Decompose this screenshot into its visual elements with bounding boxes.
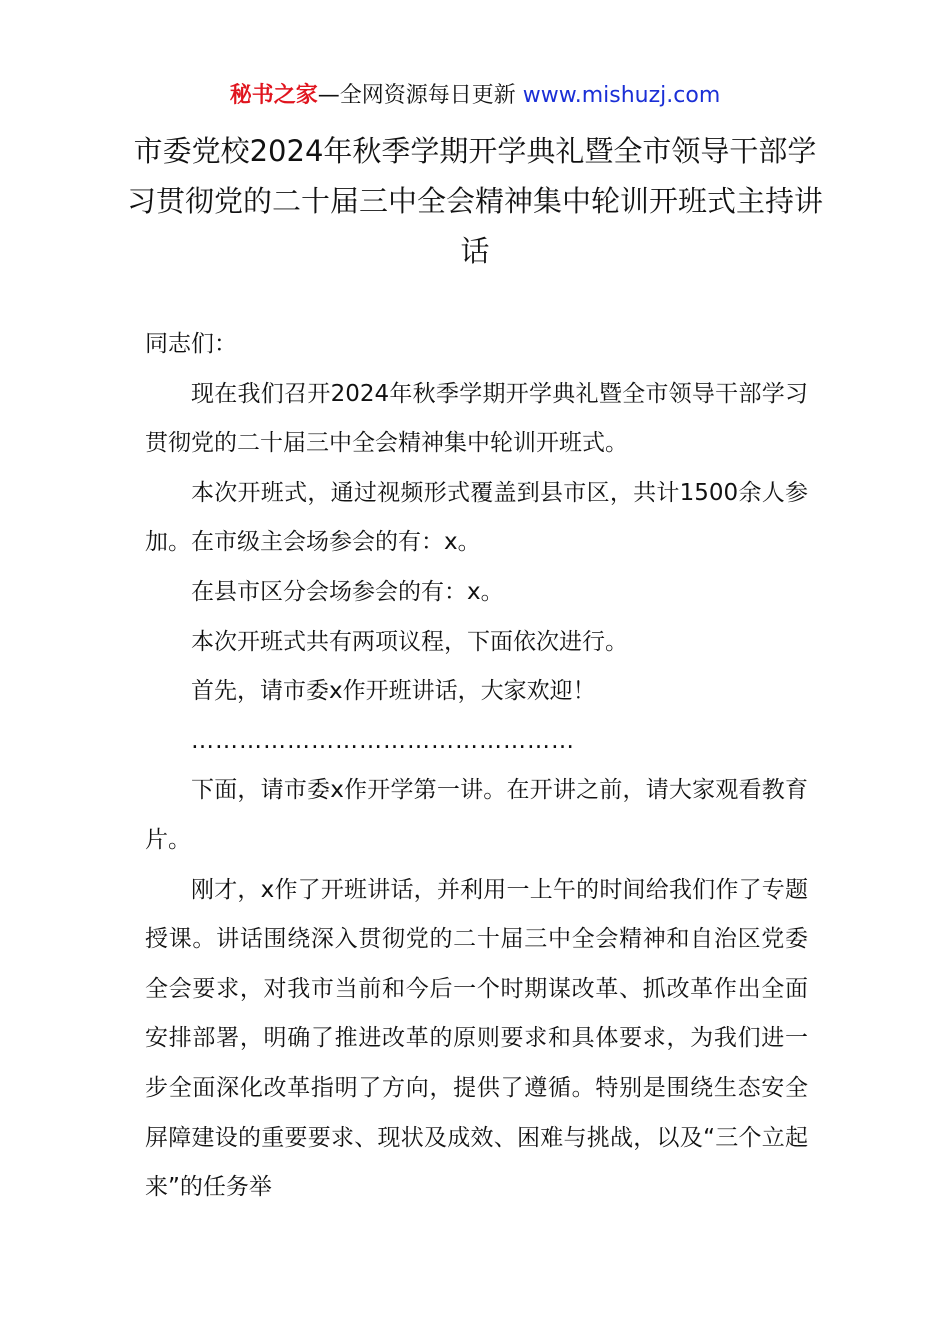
paragraph-1: 现在我们召开2024年秋季学期开学典礼暨全市领导干部学习贯彻党的二十届三中全会精神集中轮训开班式。: [145, 380, 808, 457]
paragraph-3: 在县市区分会场参会的有：x。: [191, 578, 504, 605]
document-body: [145, 320, 808, 1213]
paragraph-4: 本次开班式共有两项议程，下面依次进行。: [191, 628, 628, 655]
salutation: 同志们：: [145, 331, 237, 357]
site-brand[interactable]: 秘书之家: [229, 83, 318, 108]
paragraph-2: 本次开班式，通过视频形式覆盖到县市区，共计1500余人参加。在市级主会场参会的有：x。: [145, 479, 808, 556]
ellipsis-separator: …………………………………………: [191, 727, 575, 754]
paragraph-5: 首先，请市委x作开班讲话，大家欢迎！: [191, 678, 596, 705]
site-tagline: —全网资源每日更新: [317, 83, 523, 108]
document-title: 市委党校2024年秋季学期开学典礼暨全市领导干部学习贯彻党的二十届三中全会精神集中轮训开班式主持讲话: [126, 134, 823, 268]
paragraph-7: 刚才，x作了开班讲话，并利用一上午的时间给我们作了专题授课。讲话围绕深入贯彻党的二十届三中全会精神和自治区党委全会要求，对我市当前和今后一个时期谋改革、抓改革作出全面安排部署，明确了推进改革的原则要求和具体要求，为我们进一步全面深化改革指明了方向，提供了遵循。特别是围绕生态安全屏障建设的重要要求、现状及成效、困难与挑战，以及“三个立起来”的任务举: [145, 876, 808, 1201]
paragraph-6: 下面，请市委x作开学第一讲。在开讲之前，请大家观看教育片。: [145, 777, 808, 853]
site-url-link[interactable]: www.mishuzj.com: [522, 83, 721, 108]
site-banner: [0, 80, 950, 112]
